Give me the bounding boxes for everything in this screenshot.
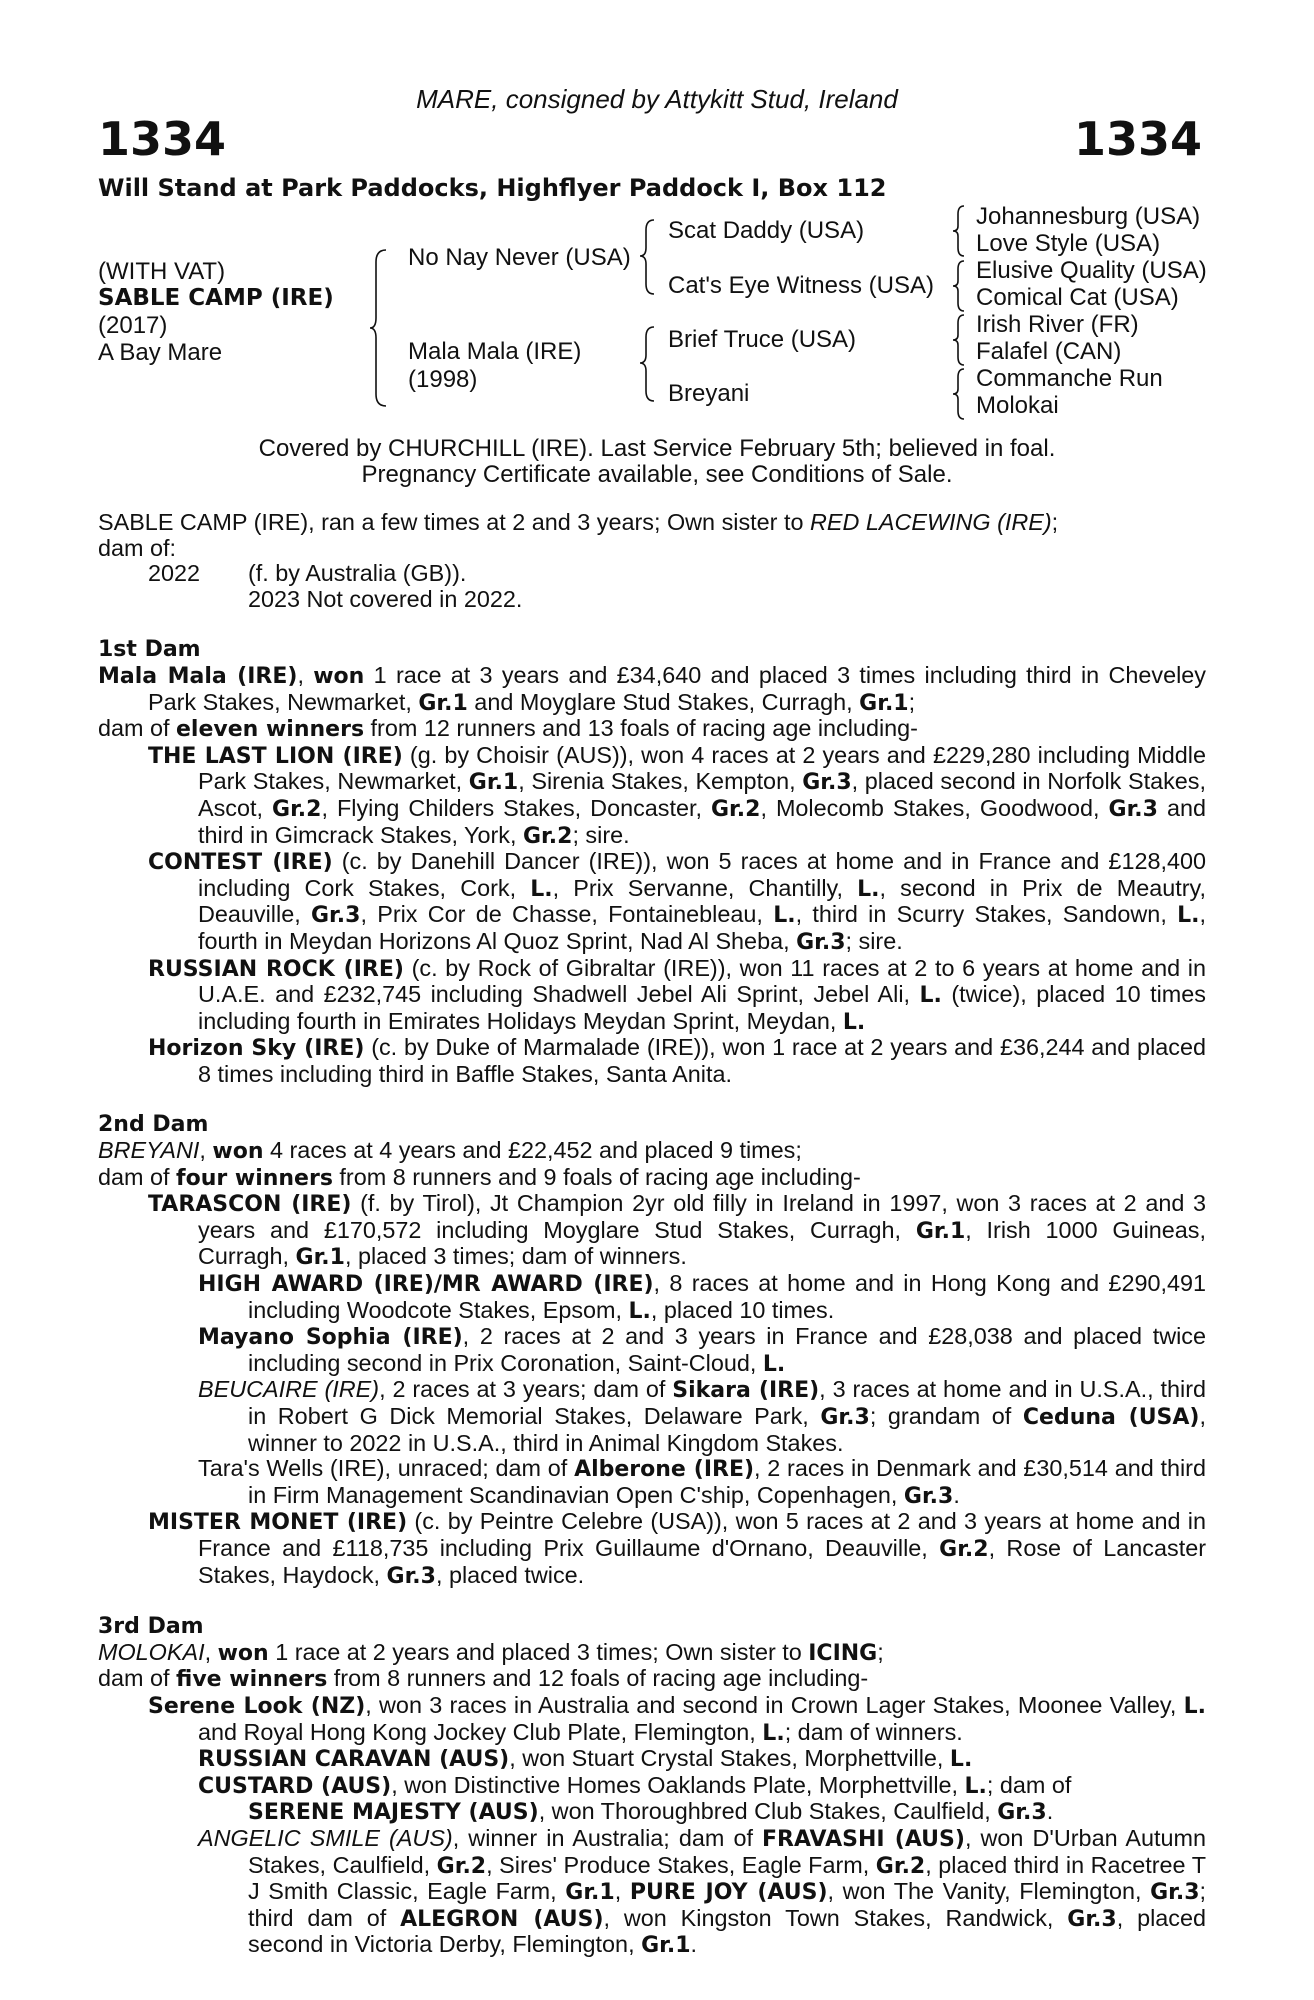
pedigree-bracket — [370, 248, 390, 408]
covered-line-1: Covered by CHURCHILL (IRE). Last Service February 5th; believed in foal. — [258, 435, 1056, 462]
dam-name: BREYANI — [98, 1137, 200, 1164]
gen3-dam-dam: Breyani — [668, 380, 750, 407]
horse-year: (2017) — [98, 312, 168, 339]
text: , won D'Urban Autumn Stakes, Caulfield, — [248, 1824, 1206, 1878]
dam-of-label: dam of: — [98, 534, 177, 561]
intro-punct: ; — [1051, 509, 1059, 535]
text: , — [199, 1137, 213, 1164]
text: ; sire. — [572, 821, 630, 848]
won-label: won — [217, 1640, 269, 1666]
grade: Gr.1 — [468, 770, 519, 796]
grade: Gr.3 — [311, 903, 361, 929]
horse-name: Sikara (IRE) — [672, 1378, 820, 1404]
grade: Gr.1 — [859, 690, 909, 716]
text: , placed twice. — [435, 1561, 585, 1588]
gen4-5: Irish River (FR) — [976, 311, 1139, 338]
grade: Gr.1 — [915, 1218, 966, 1244]
text: , won Distinctive Homes Oaklands Plate, Morphettville, — [391, 1771, 965, 1798]
grade: L. — [530, 876, 553, 902]
dam-name: Mala Mala (IRE) — [98, 663, 298, 689]
grade: Gr.3 — [1067, 1906, 1117, 1932]
produce-high-award — [198, 1271, 1206, 1324]
horse-name: ICING — [808, 1640, 878, 1666]
text: , Prix Cor de Chasse, Fontainebleau, — [360, 901, 774, 928]
produce-entry: (f. by Australia (GB)). — [248, 560, 467, 587]
lot-number-right: 1334 — [1073, 112, 1202, 166]
text: ; third dam of — [248, 1878, 1206, 1931]
horse-name: Ceduna (USA) — [1022, 1405, 1200, 1430]
pedigree-bracket — [638, 325, 658, 405]
grade: Gr.3 — [386, 1563, 436, 1589]
text: , 2 races in Denmark and £30,514 and third in Firm Management Scandinavian Open C'ship, Copenhagen, — [248, 1455, 1206, 1508]
text: , Flying Childers Stakes, Doncaster, — [321, 794, 711, 821]
horse-name: ANGELIC SMILE (AUS) — [198, 1824, 453, 1851]
text: , won Stuart Crystal Stakes, Morphettville, — [509, 1745, 950, 1772]
second-dam-heading: 2nd Dam — [98, 1112, 209, 1138]
text: ; dam of winners. — [784, 1718, 963, 1745]
text: , winner in Australia; dam of — [452, 1824, 763, 1851]
catalogue-body — [98, 510, 1206, 1959]
text: (twice), placed 10 times including fourth in Emirates Holidays Meydan Sprint, Meydan, — [198, 981, 1206, 1034]
grade: Gr.2 — [523, 823, 573, 849]
text: , Sires' Produce Stakes, Eagle Farm, — [486, 1851, 876, 1878]
gen4-2: Love Style (USA) — [976, 230, 1161, 257]
text: , — [297, 661, 314, 688]
text: , Irish 1000 Guineas, Curragh, — [198, 1216, 1206, 1270]
text: dam of — [98, 1163, 177, 1190]
second-dam-produce-summary — [98, 1165, 1206, 1192]
grade: Gr.2 — [939, 1536, 989, 1562]
text: ; sire. — [845, 927, 903, 954]
produce-year: 2022 — [148, 560, 201, 587]
text: , placed 10 times. — [650, 1296, 835, 1323]
grade: Gr.3 — [903, 1483, 954, 1509]
text: , placed 3 times; dam of winners. — [344, 1243, 687, 1270]
second-dam-record — [98, 1138, 1206, 1165]
grade: Gr.1 — [295, 1245, 345, 1271]
grade: L. — [762, 1351, 786, 1377]
produce-note: 2023 Not covered in 2022. — [248, 585, 523, 612]
text: , won Thoroughbred Club Stakes, Caulfield, — [538, 1798, 998, 1825]
horse-name: Mayano Sophia (IRE) — [198, 1325, 463, 1351]
produce-serene-majesty — [248, 1799, 1206, 1826]
text: , Rose of Lancaster Stakes, Haydock, — [198, 1534, 1206, 1588]
first-dam-produce-summary — [98, 716, 1206, 743]
grade: Gr.3 — [1150, 1880, 1200, 1906]
produce-contest — [148, 849, 1206, 955]
stabling-line: Will Stand at Park Paddocks, Highflyer Paddock I, Box 112 — [98, 174, 887, 202]
text: 4 races at 4 years and £22,452 and placed 9 times; — [263, 1137, 802, 1164]
produce-taras-wells — [198, 1456, 1206, 1509]
text: , 2 races at 3 years; dam of — [379, 1376, 673, 1403]
horse-name: PURE JOY (AUS) — [629, 1880, 828, 1906]
text: , won The Vanity, Flemington, — [827, 1878, 1151, 1905]
horse-name: ALEGRON (AUS) — [400, 1906, 604, 1932]
text: , placed second in Victoria Derby, Flemington, — [248, 1904, 1206, 1958]
text: dam of — [98, 715, 177, 742]
dam-name: MOLOKAI — [98, 1638, 205, 1665]
first-dam-heading: 1st Dam — [98, 637, 201, 663]
horse-name: HIGH AWARD (IRE)/MR AWARD (IRE) — [198, 1272, 654, 1298]
produce-mister-monet — [148, 1509, 1206, 1589]
text: , 2 races at 2 and 3 years in France and £28,038 and placed twice including second in Prix Coronation, Saint-Cloud, — [248, 1323, 1206, 1376]
produce-angelic-smile — [198, 1826, 1206, 1959]
grade: Gr.3 — [997, 1800, 1047, 1826]
text: , 3 races at home and in U.S.A., third in Robert G Dick Memorial Stakes, Delaware Park, — [248, 1376, 1206, 1429]
text: , Molecomb Stakes, Goodwood, — [760, 794, 1109, 821]
text: (c. by Peintre Celebre (USA)), won 5 races at 2 and 3 years at home and in France and £118,735 including Prix Guillaume d'Ornano, Deauville, — [198, 1508, 1206, 1561]
horse-name: BEUCAIRE (IRE) — [198, 1376, 380, 1403]
produce-serene-look — [148, 1693, 1206, 1746]
text: , placed second in Norfolk Stakes, Ascot, — [198, 768, 1206, 821]
intro-paragraph — [98, 510, 1206, 561]
text: , — [204, 1638, 218, 1665]
sire-name: No Nay Never (USA) — [408, 244, 631, 271]
pedigree-bracket — [952, 204, 966, 260]
horse-name: RUSSIAN CARAVAN (AUS) — [198, 1747, 510, 1773]
text: , 8 races at home and in Hong Kong and £290,491 including Woodcote Stakes, Epsom, — [248, 1270, 1206, 1323]
gen4-7: Commanche Run — [976, 365, 1163, 392]
grade: Gr.2 — [711, 796, 761, 822]
produce-custard — [198, 1773, 1206, 1800]
text: ; grandam of — [869, 1403, 1023, 1429]
produce-the-last-lion — [148, 743, 1206, 849]
won-label: won — [313, 663, 365, 689]
text: ; dam of — [986, 1771, 1072, 1798]
text: dam of — [98, 1665, 177, 1692]
grade: Gr.2 — [875, 1853, 926, 1879]
grade: L. — [949, 1747, 973, 1773]
horse-name: RUSSIAN ROCK (IRE) — [148, 956, 404, 982]
text: and Moyglare Stud Stakes, Curragh, — [467, 688, 860, 715]
produce-beucaire — [198, 1377, 1206, 1456]
grade: L. — [964, 1773, 987, 1799]
grade: L. — [762, 1720, 785, 1746]
text: . — [953, 1481, 960, 1508]
horse-name: MISTER MONET (IRE) — [148, 1510, 408, 1536]
text: , — [614, 1878, 630, 1905]
horse-name: CUSTARD (AUS) — [198, 1773, 392, 1799]
own-sister-name: RED LACEWING (IRE) — [809, 509, 1052, 535]
text: (f. by Tirol), Jt Champion 2yr old filly in Ireland in 1997, won 3 races at 2 and 3 years and £170,572 including Moyglare Stud Stakes, Curragh, — [198, 1190, 1207, 1243]
lot-number-left: 1334 — [98, 112, 227, 166]
text: , Sirenia Stakes, Kempton, — [518, 768, 803, 795]
intro-text: SABLE CAMP (IRE), ran a few times at 2 and 3 years; Own sister to — [98, 509, 810, 535]
pedigree-bracket — [952, 367, 966, 423]
text: , placed third in Racetree T J Smith Classic, Eagle Farm, — [248, 1851, 1206, 1905]
dam-name: Mala Mala (IRE) — [408, 338, 582, 365]
grade: L. — [857, 876, 880, 902]
grade: L. — [773, 903, 796, 929]
grade: L. — [842, 1009, 866, 1035]
text: (c. by Duke of Marmalade (IRE)), won 1 race at 2 years and £36,244 and placed 8 times including third in Baffle Stakes, Santa Anita. — [198, 1034, 1206, 1087]
winners-count: five winners — [176, 1667, 328, 1693]
pedigree-bracket — [638, 218, 658, 298]
text: and third in Gimcrack Stakes, York, — [198, 794, 1206, 848]
grade: Gr.1 — [418, 690, 468, 716]
winners-count: four winners — [176, 1165, 333, 1191]
produce-record — [98, 561, 1206, 612]
horse-name: Horizon Sky (IRE) — [148, 1036, 365, 1062]
horse-name: Alberone (IRE) — [574, 1457, 755, 1483]
horse-name: SABLE CAMP (IRE) — [98, 285, 334, 311]
text: Tara's Wells (IRE), unraced; dam of — [198, 1455, 575, 1482]
text: , won Kingston Town Stakes, Randwick, — [603, 1904, 1068, 1931]
produce-mayano-sophia — [198, 1324, 1206, 1377]
consignor-line: MARE, consigned by Attykitt Stud, Ireland — [416, 84, 898, 114]
text: ; — [908, 688, 916, 715]
gen4-1: Johannesburg (USA) — [976, 203, 1201, 230]
produce-russian-caravan — [198, 1746, 1206, 1773]
gen4-6: Falafel (CAN) — [976, 338, 1122, 365]
produce-russian-rock — [148, 956, 1206, 1036]
grade: Gr.3 — [796, 929, 846, 955]
grade: Gr.1 — [565, 1880, 615, 1906]
horse-name: FRAVASHI (AUS) — [762, 1826, 965, 1852]
grade: L. — [1177, 903, 1200, 929]
text: 1 race at 3 years and £34,640 and placed 3 times including third in Cheveley Park Stakes, Newmarket, — [148, 661, 1206, 715]
text: 1 race at 2 years and placed 3 times; Own sister to — [268, 1638, 809, 1665]
grade: Gr.2 — [436, 1853, 487, 1879]
gen3-dam-sire: Brief Truce (USA) — [668, 326, 857, 353]
text: , won 3 races in Australia and second in Crown Lager Stakes, Moonee Valley, — [365, 1691, 1184, 1718]
grade: Gr.3 — [820, 1405, 870, 1430]
pedigree-bracket — [952, 313, 966, 369]
text: from 12 runners and 13 foals of racing age including- — [364, 715, 918, 742]
grade: Gr.1 — [641, 1933, 691, 1959]
produce-tarascon — [148, 1191, 1206, 1271]
text: , fourth in Meydan Horizons Al Quoz Sprint, Nad Al Sheba, — [198, 901, 1206, 954]
horse-name: TARASCON (IRE) — [148, 1192, 352, 1218]
text: . — [690, 1931, 697, 1958]
pedigree-bracket — [952, 259, 966, 315]
text: . — [1046, 1798, 1054, 1825]
horse-name: THE LAST LION (IRE) — [148, 743, 403, 769]
gen4-3: Elusive Quality (USA) — [976, 257, 1207, 284]
grade: Gr.2 — [272, 796, 322, 822]
horse-description: A Bay Mare — [98, 339, 223, 366]
grade: L. — [628, 1298, 651, 1324]
grade: Gr.3 — [1108, 796, 1158, 822]
produce-horizon-sky — [148, 1035, 1206, 1087]
text: from 8 runners and 9 foals of racing age including- — [332, 1163, 861, 1190]
text: from 8 runners and 12 foals of racing age including- — [327, 1665, 869, 1692]
winners-count: eleven winners — [176, 717, 365, 743]
covered-line-2: Pregnancy Certificate available, see Conditions of Sale. — [361, 461, 953, 488]
text: , Prix Servanne, Chantilly, — [552, 874, 858, 901]
third-dam-heading: 3rd Dam — [98, 1614, 204, 1640]
text: (g. by Choisir (AUS)), won 4 races at 2 years and £229,280 including Middle Park Stakes, Newmarket, — [198, 741, 1206, 795]
third-dam-produce-summary — [98, 1666, 1206, 1693]
horse-name: SERENE MAJESTY (AUS) — [248, 1800, 539, 1826]
text: (c. by Rock of Gibraltar (IRE)), won 11 races at 2 to 6 years at home and in U.A.E. and £232,745 including Shadwell Jebel Ali Sprint, Jebel Ali, — [198, 954, 1206, 1008]
text: , second in Prix de Meautry, Deauville, — [198, 874, 1206, 928]
first-dam-record — [98, 663, 1206, 716]
text: (c. by Danehill Dancer (IRE)), won 5 races at home and in France and £128,400 including Cork Stakes, Cork, — [198, 848, 1206, 901]
grade: L. — [1183, 1693, 1207, 1719]
horse-name: CONTEST (IRE) — [148, 850, 333, 876]
third-dam-record — [98, 1640, 1206, 1667]
dam-year: (1998) — [408, 366, 478, 393]
horse-name: Serene Look (NZ) — [148, 1693, 366, 1719]
gen4-4: Comical Cat (USA) — [976, 284, 1179, 311]
text: , winner to 2022 in U.S.A., third in Animal Kingdom Stakes. — [248, 1403, 1206, 1456]
covered-note — [0, 436, 1314, 488]
grade: L. — [919, 983, 942, 1009]
won-label: won — [212, 1139, 264, 1165]
grade: Gr.3 — [802, 770, 852, 796]
text: and Royal Hong Kong Jockey Club Plate, Flemington, — [198, 1718, 763, 1745]
vat-note: (WITH VAT) — [98, 258, 226, 285]
gen3-sire-dam: Cat's Eye Witness (USA) — [668, 272, 934, 299]
gen3-sire-sire: Scat Daddy (USA) — [668, 217, 865, 244]
text: , third in Scurry Stakes, Sandown, — [795, 901, 1178, 928]
text: ; — [877, 1638, 884, 1665]
gen4-8: Molokai — [976, 392, 1059, 419]
